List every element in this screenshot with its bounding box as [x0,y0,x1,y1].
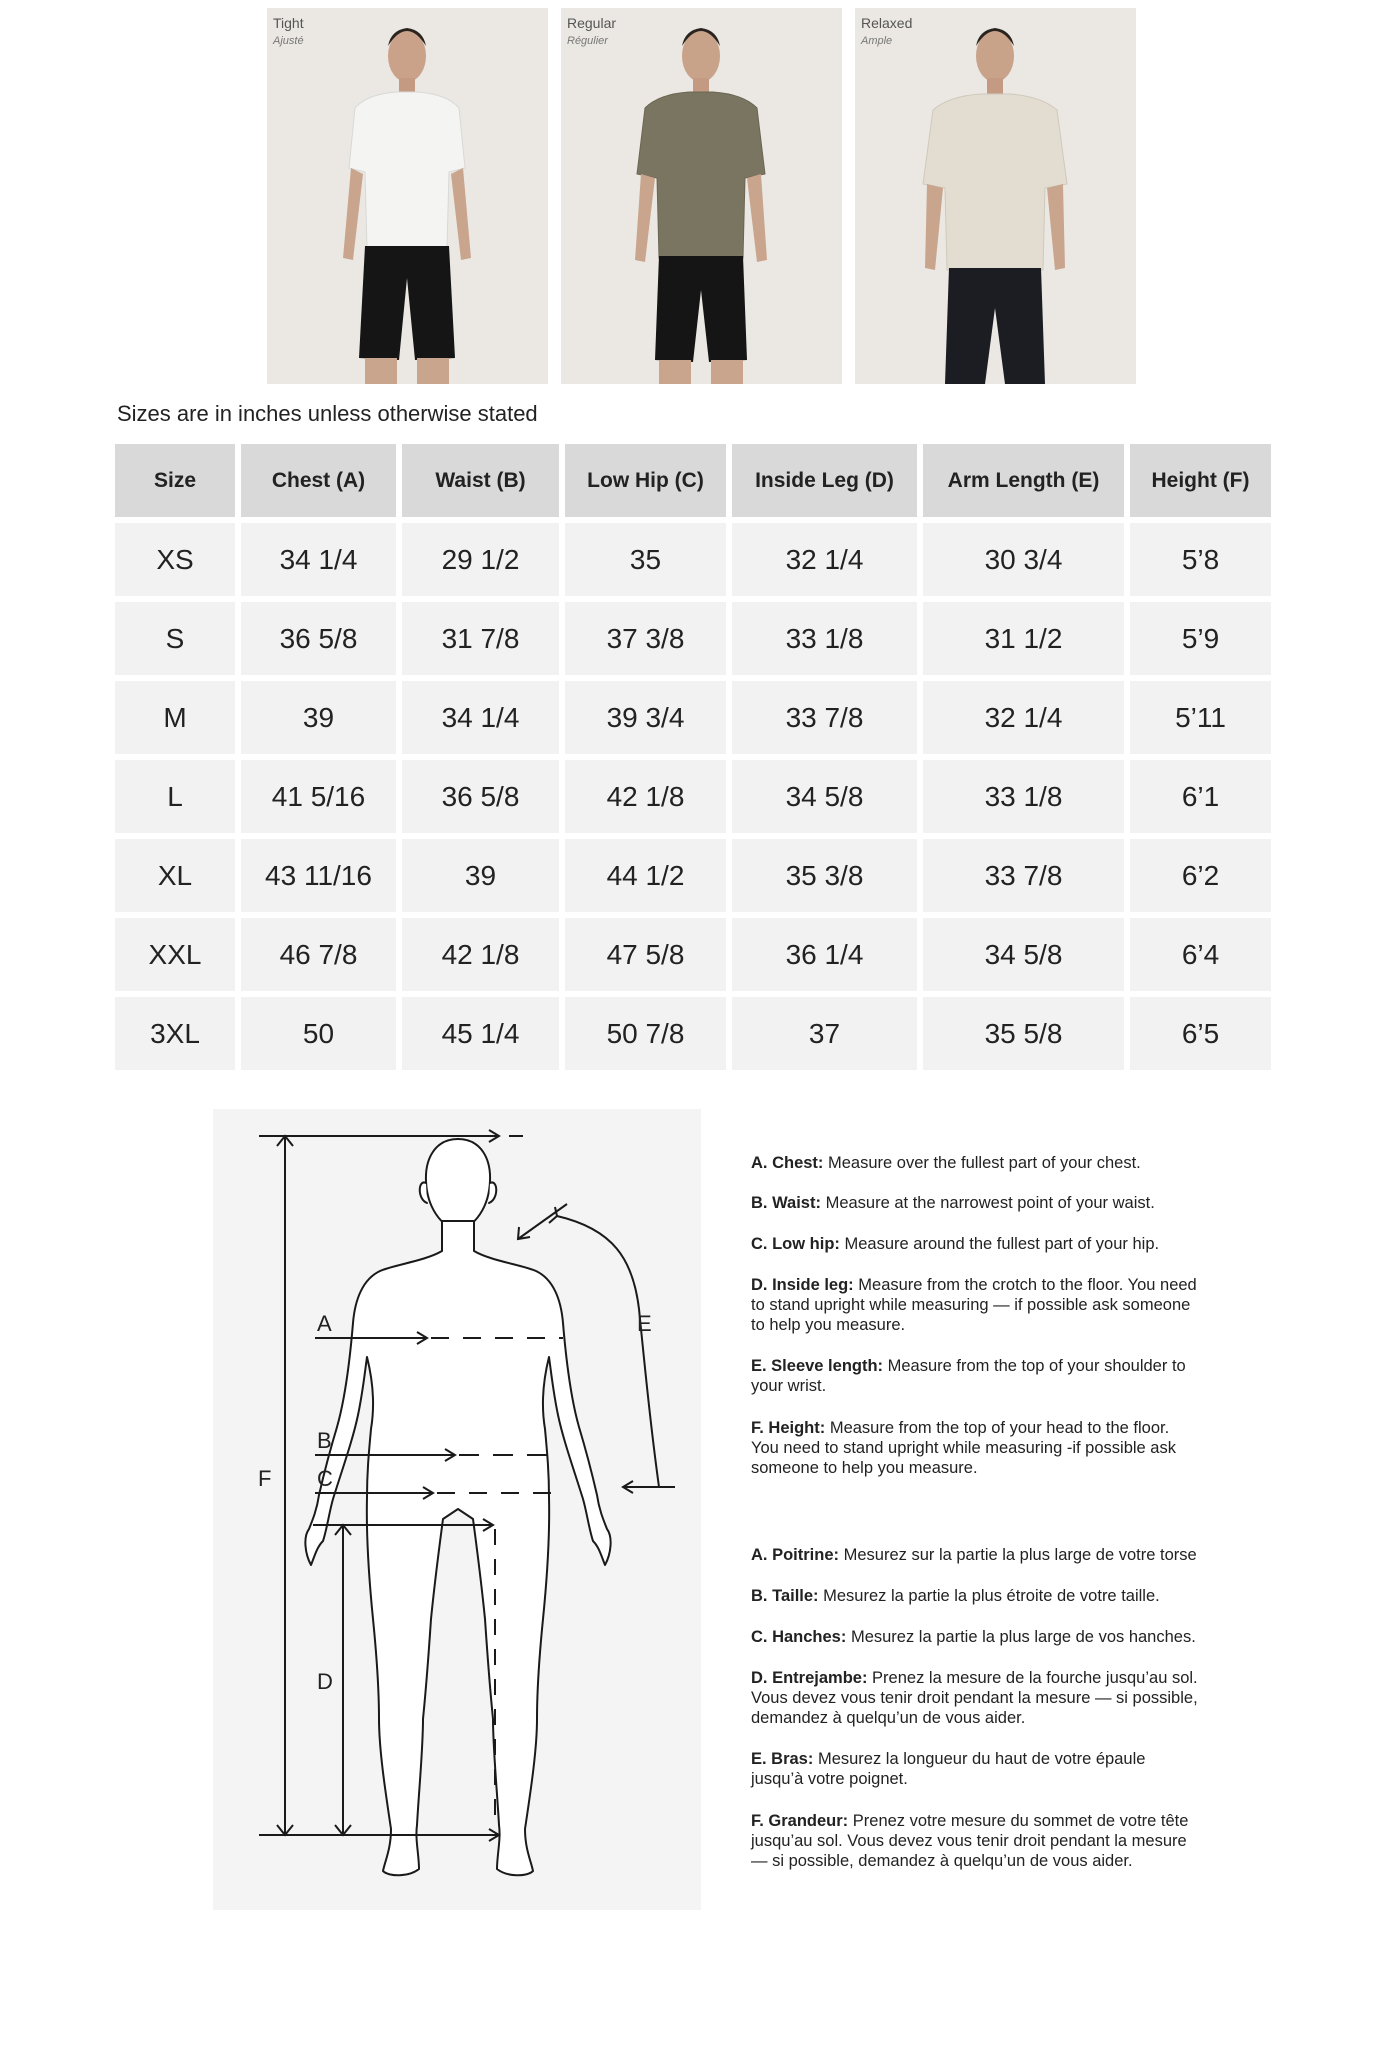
cell-height: 6’1 [1130,760,1271,833]
units-note: Sizes are in inches unless otherwise stated [117,401,538,426]
instruction-en-low-hip [751,1234,1201,1254]
table-row [115,760,1271,833]
cell-chest: 46 7/8 [241,918,396,991]
cell-waist: 29 1/2 [402,523,559,596]
cell-arm-length: 31 1/2 [923,602,1124,675]
cell-size: S [115,602,235,675]
cell-low-hip: 39 3/4 [565,681,726,754]
measurement-diagram [213,1109,701,1910]
cell-chest: 34 1/4 [241,523,396,596]
instruction-en-chest [751,1153,1201,1173]
table-row [115,839,1271,912]
instruction-term: D. Entrejambe: [751,1669,868,1687]
instruction-text: Mesurez la longueur du haut de votre épaule jusqu’à votre poignet. [751,1750,1146,1788]
instruction-en-sleeve [751,1356,1201,1396]
cell-low-hip: 35 [565,523,726,596]
table-row [115,681,1271,754]
fit-label-relaxed: Relaxed [861,15,913,31]
cell-height: 6’5 [1130,997,1271,1070]
cell-height: 5’8 [1130,523,1271,596]
instruction-term: E. Sleeve length: [751,1357,884,1375]
header-inside-leg: Inside Leg (D) [732,444,917,517]
cell-chest: 41 5/16 [241,760,396,833]
header-height: Height (F) [1130,444,1271,517]
header-arm-length: Arm Length (E) [923,444,1124,517]
cell-waist: 34 1/4 [402,681,559,754]
cell-size: M [115,681,235,754]
instruction-en-height [751,1418,1201,1478]
cell-height: 6’2 [1130,839,1271,912]
cell-size: XS [115,523,235,596]
cell-inside-leg: 35 3/8 [732,839,917,912]
cell-waist: 42 1/8 [402,918,559,991]
body-outline-figure [213,1109,701,1910]
instruction-fr-chest [751,1545,1201,1565]
cell-height: 5’11 [1130,681,1271,754]
header-chest: Chest (A) [241,444,396,517]
instruction-text: Measure from the crotch to the floor. You need to stand upright while measuring — if possible ask someone to help you measure. [751,1276,1197,1334]
fit-photos [267,8,1136,384]
instruction-en-inside-leg [751,1275,1201,1335]
instruction-text: Mesurez sur la partie la plus large de votre torse [839,1546,1197,1564]
instruction-text: Mesurez la partie la plus étroite de votre taille. [818,1587,1160,1605]
cell-inside-leg: 33 7/8 [732,681,917,754]
instruction-text: Measure from the top of your head to the floor. You need to stand upright while measuring -if possible ask someone to help you measure. [751,1419,1176,1477]
fit-card-regular [561,8,842,384]
fit-sublabel-regular: Régulier [567,35,608,47]
cell-inside-leg: 32 1/4 [732,523,917,596]
instruction-fr-inside-leg [751,1668,1201,1728]
diagram-label-f: F [258,1466,272,1491]
cell-low-hip: 47 5/8 [565,918,726,991]
instruction-text: Measure around the fullest part of your hip. [839,1235,1160,1253]
cell-arm-length: 35 5/8 [923,997,1124,1070]
cell-low-hip: 44 1/2 [565,839,726,912]
cell-size: 3XL [115,997,235,1070]
cell-waist: 36 5/8 [402,760,559,833]
cell-arm-length: 34 5/8 [923,918,1124,991]
instruction-text: Measure over the fullest part of your chest. [823,1154,1141,1172]
fit-card-tight [267,8,548,384]
cell-size: XXL [115,918,235,991]
cell-low-hip: 50 7/8 [565,997,726,1070]
cell-arm-length: 33 7/8 [923,839,1124,912]
cell-height: 5’9 [1130,602,1271,675]
cell-chest: 36 5/8 [241,602,396,675]
instruction-term: A. Poitrine: [751,1546,840,1564]
header-low-hip: Low Hip (C) [565,444,726,517]
instruction-term: F. Height: [751,1419,826,1437]
instruction-term: B. Waist: [751,1194,821,1212]
table-row [115,918,1271,991]
instruction-text: Measure at the narrowest point of your waist. [820,1194,1155,1212]
instruction-text: Prenez la mesure de la fourche jusqu’au sol. Vous devez vous tenir droit pendant la mesure — si possible, demandez à quelqu’un de vous aider. [751,1669,1198,1727]
table-row [115,997,1271,1070]
instruction-fr-hip [751,1627,1201,1647]
instruction-term: A. Chest: [751,1154,824,1172]
fit-sublabel-relaxed: Ample [861,35,893,47]
instruction-term: F. Grandeur: [751,1812,849,1830]
cell-size: XL [115,839,235,912]
cell-waist: 45 1/4 [402,997,559,1070]
table-row [115,602,1271,675]
fit-sublabel-tight: Ajusté [273,35,304,47]
cell-chest: 43 11/16 [241,839,396,912]
size-chart-table [109,438,1277,1076]
cell-chest: 39 [241,681,396,754]
cell-inside-leg: 33 1/8 [732,602,917,675]
instruction-term: D. Inside leg: [751,1276,854,1294]
cell-chest: 50 [241,997,396,1070]
fit-card-relaxed [855,8,1136,384]
header-size: Size [115,444,235,517]
table-row [115,523,1271,596]
instruction-term: E. Bras: [751,1750,814,1768]
header-waist: Waist (B) [402,444,559,517]
instruction-text: Mesurez la partie la plus large de vos hanches. [846,1628,1196,1646]
fit-label-tight: Tight [273,15,304,31]
instruction-fr-arm [751,1749,1201,1789]
cell-size: L [115,760,235,833]
diagram-label-e: E [637,1311,652,1336]
instruction-text: Prenez votre mesure du sommet de votre tête jusqu’au sol. Vous devez vous tenir droit pendant la mesure — si possible, demandez à quelqu’un de vous aider. [751,1812,1189,1870]
cell-arm-length: 33 1/8 [923,760,1124,833]
cell-inside-leg: 34 5/8 [732,760,917,833]
instruction-term: B. Taille: [751,1587,819,1605]
model-photo-regular [561,8,842,384]
cell-inside-leg: 37 [732,997,917,1070]
cell-arm-length: 32 1/4 [923,681,1124,754]
diagram-label-b: B [317,1428,332,1453]
instruction-text: Measure from the top of your shoulder to your wrist. [751,1357,1186,1395]
instruction-fr-waist [751,1586,1201,1606]
cell-height: 6’4 [1130,918,1271,991]
cell-low-hip: 42 1/8 [565,760,726,833]
cell-inside-leg: 36 1/4 [732,918,917,991]
instruction-fr-height [751,1811,1201,1871]
instruction-en-waist [751,1193,1201,1213]
instruction-term: C. Hanches: [751,1628,847,1646]
model-photo-relaxed [855,8,1136,384]
fit-label-regular: Regular [567,15,617,31]
model-photo-tight [267,8,548,384]
diagram-label-c: C [317,1466,333,1491]
table-header-row [115,444,1271,517]
cell-waist: 39 [402,839,559,912]
cell-low-hip: 37 3/8 [565,602,726,675]
cell-waist: 31 7/8 [402,602,559,675]
instruction-term: C. Low hip: [751,1235,840,1253]
cell-arm-length: 30 3/4 [923,523,1124,596]
diagram-label-d: D [317,1669,333,1694]
diagram-label-a: A [317,1311,332,1336]
